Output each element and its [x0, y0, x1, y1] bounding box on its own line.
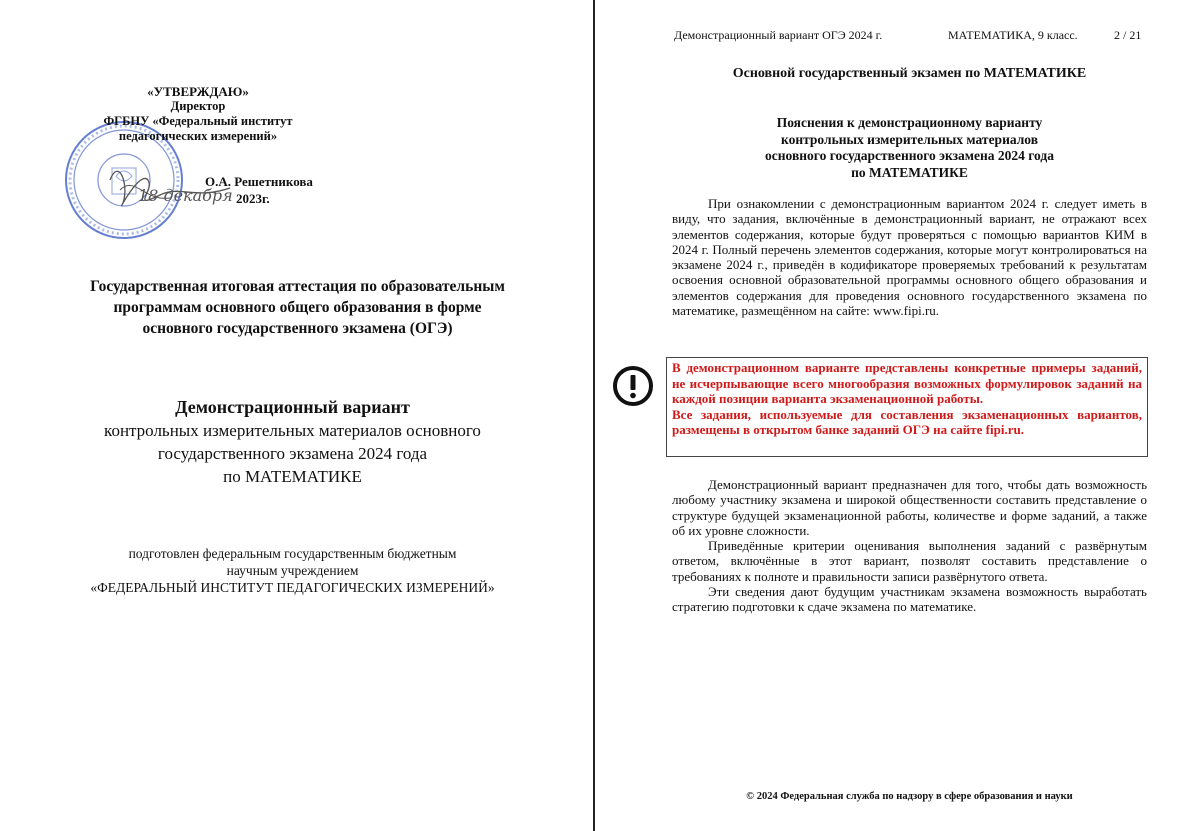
paragraph-text: При ознакомлении с демонстрационным вариантом 2024 г. следует иметь в виду, что задания, включённые в демонстрационный вариант, не отражают всех элементов содержания, которые будут проверяться с помощью вариантов КИМ в 2024 г. Полный перечень элементов содержания, которые могут контролироваться на экзамене 2024 г., приведён в кодификаторе проверяемых требований к результатам освоения основной образовательной программы основного общего образования и элементов содержания для проведения основного государственного экзамена по математике, размещённом на сайте: www.fipi.ru. — [672, 196, 1147, 319]
paragraph-text: Эти сведения дают будущим участникам экзамена возможность выработать стратегию подготовки к сдаче экзамена по математике. — [672, 584, 1147, 615]
page-number: 2 / 21 — [1114, 28, 1142, 42]
gia-title-line: основного государственного экзамена (ОГЭ) — [142, 320, 453, 337]
running-header-subject: МАТЕМАТИКА, 9 класс. — [948, 28, 1078, 42]
approval-block — [98, 84, 313, 206]
approval-year: 2023г. — [236, 191, 270, 206]
explanation-title-line: Пояснения к демонстрационному варианту — [776, 115, 1043, 130]
notice-box — [666, 357, 1148, 457]
prepared-by — [60, 545, 525, 596]
page-divider — [593, 0, 595, 831]
explanation-title-line: контрольных измерительных материалов — [781, 131, 1038, 147]
notice-text: В демонстрационном варианте представлены конкретные примеры заданий, не исчерпывающие всего многообразия возможных формулировок заданий на каждой позиции варианта экзаменационной работы. — [672, 360, 1142, 407]
gia-title-line: программам основного общего образования в форме — [113, 299, 482, 316]
explanation-title — [672, 115, 1147, 181]
running-header-left: Демонстрационный вариант ОГЭ 2024 г. — [674, 28, 883, 42]
paragraph-text: Демонстрационный вариант предназначен для того, чтобы дать возможность любому участнику экзамена и широкой общественности составить представление о структуре будущей экзаменационной работы, количестве и форме заданий, а также об их уровне сложности. — [672, 477, 1147, 538]
exclamation-circle-icon — [612, 365, 654, 407]
approval-heading: «УТВЕРЖДАЮ» — [147, 84, 249, 99]
prepared-by-line: подготовлен федеральным государственным бюджетным — [128, 546, 457, 561]
paragraph-text: Приведённые критерии оценивания выполнения заданий с развёрнутым ответом, включённые в этот вариант, позволят составить представление о требованиях к полноте и правильности записи развёрнутого ответа. — [672, 538, 1147, 584]
approval-org-line1: ФГБНУ «Федеральный институт — [103, 114, 293, 128]
explanation-title-line: по МАТЕМАТИКЕ — [851, 164, 968, 180]
approval-signatory: О.А. Решетникова — [205, 174, 313, 189]
notice-text: Все задания, используемые для составления экзаменационных вариантов, размещены в открытом банке заданий ОГЭ на сайте fipi.ru. — [672, 406, 1142, 438]
approval-handwritten-date: 18 декабря — [138, 186, 233, 205]
prepared-by-line: «ФЕДЕРАЛЬНЫЙ ИНСТИТУТ ПЕДАГОГИЧЕСКИХ ИЗМЕРЕНИЙ» — [90, 580, 495, 595]
demo-title-line: государственного экзамена 2024 года — [157, 444, 428, 463]
intro-paragraph — [672, 196, 1147, 318]
copyright-footer: © 2024 Федеральная служба по надзору в сфере образования и науки — [746, 791, 1073, 802]
demo-title-main: Демонстрационный вариант — [175, 397, 410, 417]
approval-org-line2: педагогических измерений» — [118, 129, 278, 143]
demo-title — [60, 396, 525, 488]
explanation-title-line: основного государственного экзамена 2024 года — [765, 148, 1054, 163]
gia-title-line: Государственная итоговая аттестация по образовательным — [90, 278, 505, 295]
body-paragraphs — [672, 477, 1147, 615]
demo-title-line: контрольных измерительных материалов основного — [104, 421, 481, 440]
prepared-by-line: научным учреждением — [226, 563, 359, 578]
gia-title — [60, 276, 535, 339]
document-title: Основной государственный экзамен по МАТЕМАТИКЕ — [732, 66, 1087, 81]
demo-title-line: по МАТЕМАТИКЕ — [223, 467, 362, 486]
approval-position: Директор — [170, 99, 226, 113]
